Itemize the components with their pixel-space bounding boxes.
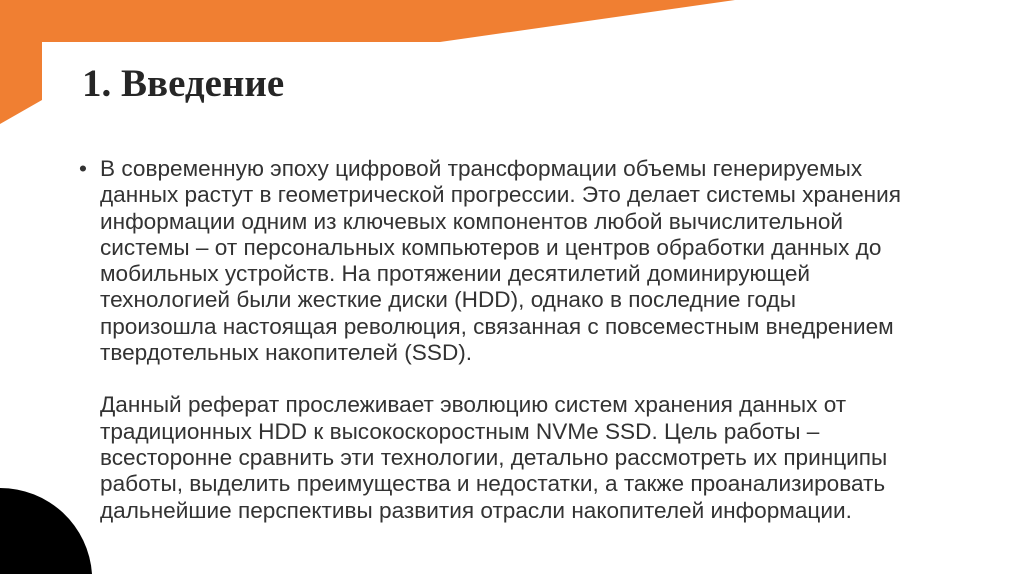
slide-body <box>79 156 959 524</box>
bullet-item <box>79 156 959 524</box>
goal-paragraph: Данный реферат прослеживает эволюцию систем хранения данных от традиционных HDD к высокоскоростным NVMe SSD. Цель работы – всесторонне сравнить эти технологии, детально рассмотреть их принципы работы, выделить преимущества и недостатки, а также проанализировать дальнейшие перспективы развития отрасли накопителей информации. <box>100 392 888 523</box>
bullet-marker: • <box>79 156 87 181</box>
intro-paragraph: В современную эпоху цифровой трансформации объемы генерируемых данных растут в геометрической прогрессии. Это делает системы хранения информации одним из ключевых компонентов любой вычислительной системы – от персональных компьютеров и центров обработки данных до мобильных устройств. На протяжении десятилетий доминирующей технологией были жесткие диски (HDD), однако в последние годы произошла настоящая революция, связанная с повсеместным внедрением твердотельных накопителей (SSD). <box>100 156 901 366</box>
bullet-text <box>98 156 959 524</box>
slide-title: 1. Введение <box>82 62 285 105</box>
